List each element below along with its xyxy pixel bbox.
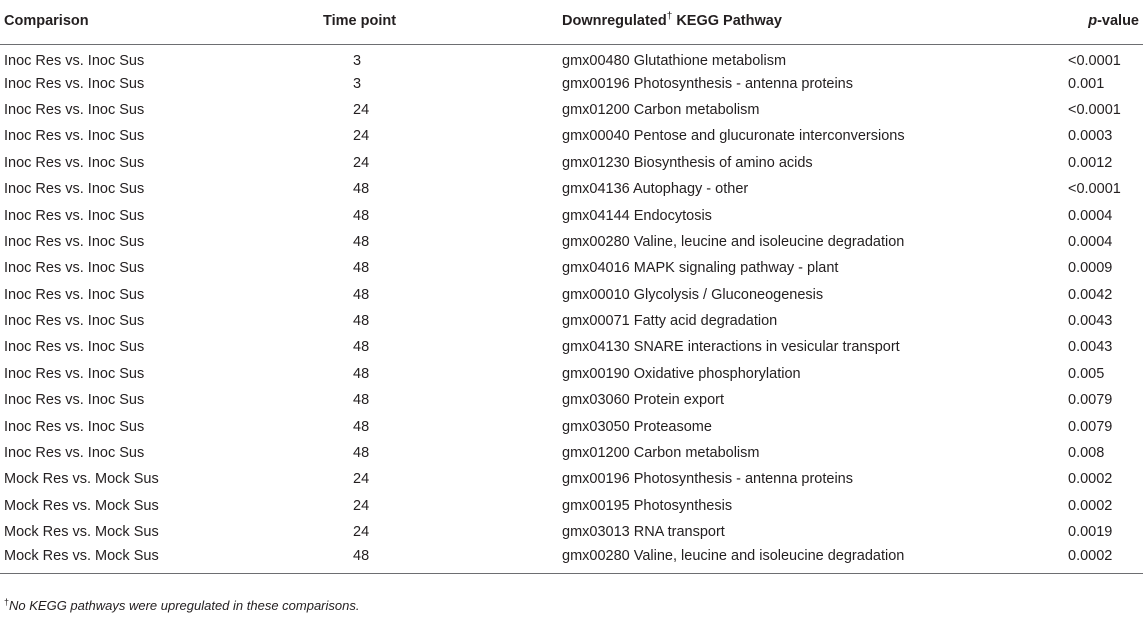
cell-pathway: gmx04136 Autophagy - other — [562, 181, 749, 198]
table-row — [0, 97, 1143, 123]
table-row — [0, 545, 1143, 573]
cell-time-point: 24 — [353, 524, 370, 541]
table-row — [0, 176, 1143, 202]
cell-comparison: Inoc Res vs. Inoc Sus — [4, 128, 145, 145]
table-row — [0, 123, 1143, 149]
table-row — [0, 413, 1143, 439]
cell-comparison: Mock Res vs. Mock Sus — [4, 524, 159, 541]
cell-p-value: 0.0003 — [1068, 128, 1113, 145]
cell-pathway: gmx04130 SNARE interactions in vesicular transport — [562, 339, 900, 356]
cell-comparison: Inoc Res vs. Inoc Sus — [4, 313, 145, 330]
table-row — [0, 282, 1143, 308]
table-row — [0, 440, 1143, 466]
cell-comparison: Mock Res vs. Mock Sus — [4, 548, 159, 565]
cell-p-value: 0.0002 — [1068, 471, 1113, 488]
header-p-italic: p — [1088, 12, 1098, 29]
cell-pathway: gmx00190 Oxidative phosphorylation — [562, 365, 801, 382]
cell-p-value: 0.0042 — [1068, 286, 1113, 303]
cell-p-value: 0.0002 — [1068, 497, 1113, 514]
cell-pathway: gmx00010 Glycolysis / Gluconeogenesis — [562, 286, 824, 303]
cell-time-point: 24 — [353, 154, 370, 171]
cell-comparison: Inoc Res vs. Inoc Sus — [4, 207, 145, 224]
cell-time-point: 24 — [353, 471, 370, 488]
cell-time-point: 3 — [353, 52, 362, 69]
cell-comparison: Inoc Res vs. Inoc Sus — [4, 233, 145, 250]
cell-time-point: 48 — [353, 548, 370, 565]
cell-comparison: Inoc Res vs. Inoc Sus — [4, 392, 145, 409]
cell-pathway: gmx01200 Carbon metabolism — [562, 445, 760, 462]
header-pathway-suffix: KEGG Pathway — [672, 12, 782, 29]
cell-p-value: 0.001 — [1068, 75, 1105, 92]
cell-p-value: <0.0001 — [1068, 52, 1121, 69]
cell-time-point: 24 — [353, 497, 370, 514]
cell-pathway: gmx03050 Proteasome — [562, 418, 712, 435]
cell-comparison: Inoc Res vs. Inoc Sus — [4, 75, 145, 92]
header-p-value — [987, 0, 1143, 43]
table-row — [0, 334, 1143, 360]
cell-pathway: gmx00071 Fatty acid degradation — [562, 313, 778, 330]
cell-comparison: Inoc Res vs. Inoc Sus — [4, 260, 145, 277]
cell-pathway: gmx00196 Photosynthesis - antenna proteins — [562, 471, 853, 488]
cell-time-point: 48 — [353, 339, 370, 356]
cell-pathway: gmx01230 Biosynthesis of amino acids — [562, 154, 813, 171]
cell-comparison: Inoc Res vs. Inoc Sus — [4, 52, 145, 69]
cell-time-point: 48 — [353, 392, 370, 409]
footnote-dagger-marker: † — [4, 597, 10, 607]
cell-time-point: 48 — [353, 445, 370, 462]
cell-pathway: gmx01200 Carbon metabolism — [562, 101, 760, 118]
cell-comparison: Inoc Res vs. Inoc Sus — [4, 181, 145, 198]
cell-p-value: <0.0001 — [1068, 101, 1121, 118]
table-row — [0, 255, 1143, 281]
cell-comparison: Inoc Res vs. Inoc Sus — [4, 101, 145, 118]
header-comparison: Comparison — [4, 12, 89, 29]
cell-pathway: gmx04016 MAPK signaling pathway - plant — [562, 260, 839, 277]
cell-p-value: 0.0004 — [1068, 233, 1113, 250]
table-row — [0, 308, 1143, 334]
cell-p-value: 0.0002 — [1068, 548, 1113, 565]
table-header-row — [0, 0, 1143, 44]
table-row — [0, 493, 1143, 519]
table-row — [0, 361, 1143, 387]
cell-p-value: 0.005 — [1068, 365, 1105, 382]
cell-time-point: 48 — [353, 418, 370, 435]
cell-time-point: 48 — [353, 181, 370, 198]
cell-p-value: <0.0001 — [1068, 181, 1121, 198]
cell-time-point: 3 — [353, 75, 362, 92]
header-time-point: Time point — [323, 12, 397, 29]
cell-comparison: Inoc Res vs. Inoc Sus — [4, 286, 145, 303]
cell-time-point: 48 — [353, 365, 370, 382]
table-row — [0, 202, 1143, 228]
cell-p-value: 0.0009 — [1068, 260, 1113, 277]
cell-p-value: 0.0079 — [1068, 392, 1113, 409]
header-pathway-prefix: Downregulated — [562, 12, 667, 29]
cell-p-value: 0.0043 — [1068, 339, 1113, 356]
table-row — [0, 387, 1143, 413]
cell-comparison: Mock Res vs. Mock Sus — [4, 471, 159, 488]
cell-p-value: 0.008 — [1068, 445, 1105, 462]
table-row — [0, 229, 1143, 255]
cell-pathway: gmx00195 Photosynthesis — [562, 497, 733, 514]
table-row — [0, 519, 1143, 545]
table-row — [0, 150, 1143, 176]
cell-comparison: Inoc Res vs. Inoc Sus — [4, 154, 145, 171]
cell-p-value: 0.0012 — [1068, 154, 1113, 171]
cell-pathway: gmx00280 Valine, leucine and isoleucine degradation — [562, 233, 905, 250]
cell-time-point: 48 — [353, 286, 370, 303]
cell-time-point: 24 — [353, 128, 370, 145]
cell-time-point: 48 — [353, 313, 370, 330]
cell-pathway: gmx04144 Endocytosis — [562, 207, 712, 224]
header-pathway — [557, 0, 987, 43]
cell-time-point: 48 — [353, 260, 370, 277]
cell-pathway: gmx00196 Photosynthesis - antenna proteins — [562, 75, 853, 92]
table-row — [0, 70, 1143, 96]
cell-p-value: 0.0079 — [1068, 418, 1113, 435]
cell-pathway: gmx00480 Glutathione metabolism — [562, 52, 787, 69]
cell-time-point: 24 — [353, 101, 370, 118]
cell-p-value: 0.0004 — [1068, 207, 1113, 224]
cell-time-point: 48 — [353, 233, 370, 250]
cell-comparison: Inoc Res vs. Inoc Sus — [4, 339, 145, 356]
table-row — [0, 44, 1143, 70]
cell-pathway: gmx03060 Protein export — [562, 392, 725, 409]
cell-comparison: Inoc Res vs. Inoc Sus — [4, 445, 145, 462]
cell-comparison: Mock Res vs. Mock Sus — [4, 497, 159, 514]
cell-time-point: 48 — [353, 207, 370, 224]
footnote-text: No KEGG pathways were upregulated in these comparisons. — [9, 598, 360, 613]
header-dagger-marker: † — [666, 10, 673, 22]
cell-p-value: 0.0019 — [1068, 524, 1113, 541]
header-p-rest: -value — [1097, 12, 1139, 29]
table-footnote — [4, 598, 359, 613]
cell-comparison: Inoc Res vs. Inoc Sus — [4, 418, 145, 435]
cell-p-value: 0.0043 — [1068, 313, 1113, 330]
table-row — [0, 466, 1143, 492]
cell-comparison: Inoc Res vs. Inoc Sus — [4, 365, 145, 382]
table-bottom-rule — [0, 573, 1143, 574]
cell-pathway: gmx00040 Pentose and glucuronate interconversions — [562, 128, 905, 145]
table-body — [0, 44, 1143, 573]
cell-pathway: gmx03013 RNA transport — [562, 524, 725, 541]
cell-pathway: gmx00280 Valine, leucine and isoleucine degradation — [562, 548, 905, 565]
